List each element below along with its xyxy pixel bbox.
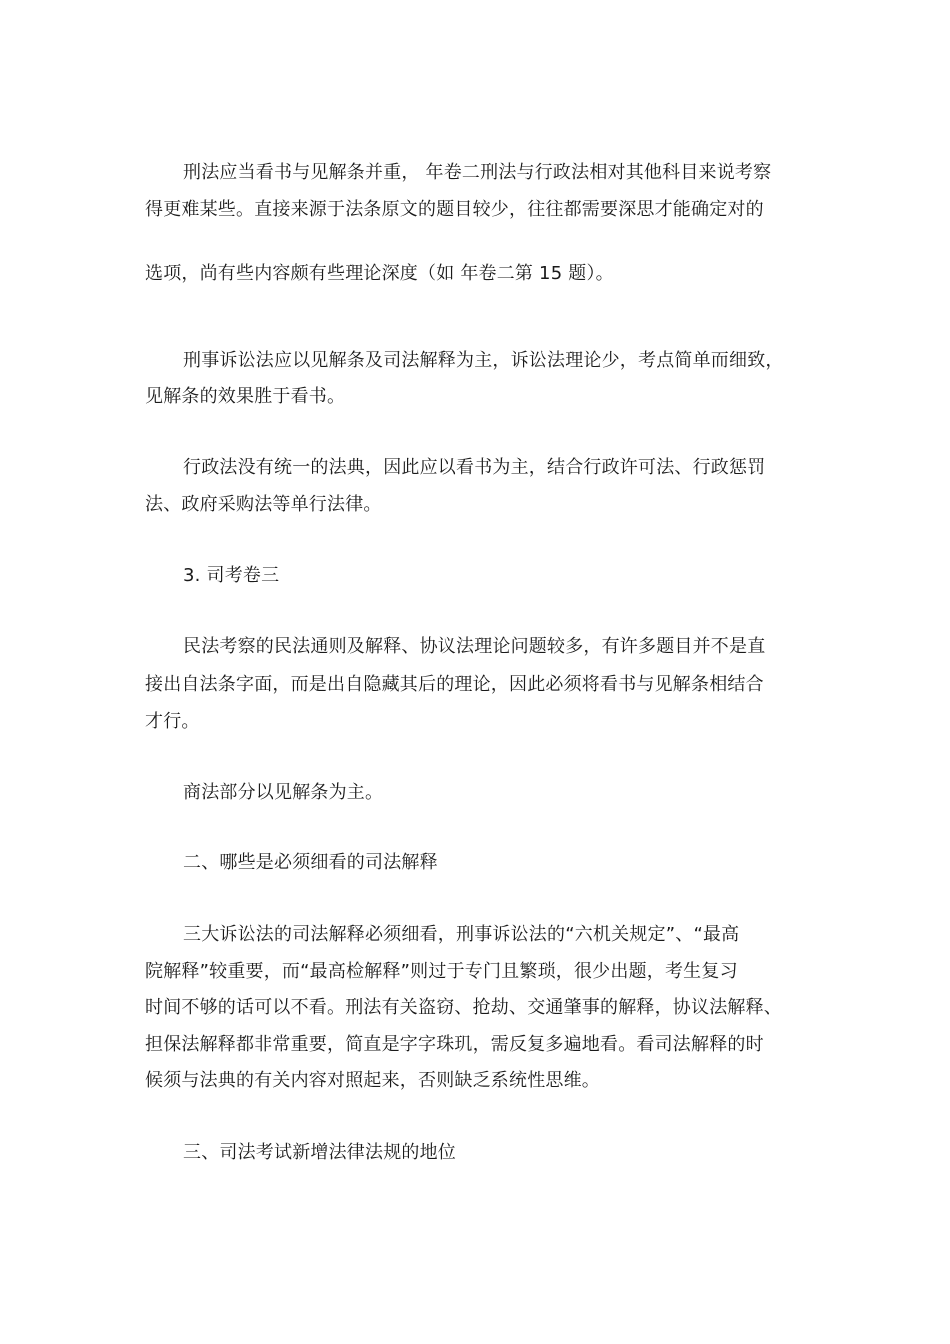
paragraph-5-line-1: 民法考察的民法通则及解释、协议法理论问题较多，有许多题目并不是直 — [183, 636, 766, 657]
paragraph-2-line-1: 刑事诉讼法应以见解条及司法解释为主，诉讼法理论少，考点简单而细致， — [183, 350, 784, 371]
paragraph-1-line-2: 得更难某些。直接来源于法条原文的题目较少，往往都需要深思才能确定对的 — [145, 199, 764, 220]
paragraph-8-line-3: 时间不够的话可以不看。刑法有关盗窃、抢劫、交通肇事的解释，协议法解释、 — [145, 997, 782, 1018]
paragraph-8-line-4: 担保法解释都非常重要，简直是字字珠玑，需反复多遍地看。看司法解释的时 — [145, 1034, 764, 1055]
paragraph-1-line-1: 刑法应当看书与见解条并重， 年卷二刑法与行政法相对其他科目来说考察 — [183, 162, 772, 183]
heading-2: 二、哪些是必须细看的司法解释 — [183, 852, 438, 873]
paragraph-6-line-1: 商法部分以见解条为主。 — [183, 782, 384, 803]
paragraph-5-line-2: 接出自法条字面，而是出自隐藏其后的理论，因此必须将看书与见解条相结合 — [145, 674, 764, 695]
paragraph-2-line-2: 见解条的效果胜于看书。 — [145, 386, 346, 407]
paragraph-8-line-1: 三大诉讼法的司法解释必须细看，刑事诉讼法的“六机关规定”、“最高 — [183, 924, 740, 945]
paragraph-3-line-2: 法、政府采购法等单行法律。 — [145, 494, 382, 515]
paragraph-1-line-3: 选项，尚有些内容颇有些理论深度（如 年卷二第 15 题）。 — [145, 263, 614, 284]
paragraph-5-line-3: 才行。 — [145, 711, 200, 732]
section-heading-3: 3. 司考卷三 — [183, 565, 280, 586]
paragraph-8-line-5: 候须与法典的有关内容对照起来，否则缺乏系统性思维。 — [145, 1070, 600, 1091]
paragraph-3-line-1: 行政法没有统一的法典，因此应以看书为主，结合行政许可法、行政惩罚 — [183, 457, 766, 478]
paragraph-8-line-2: 院解释”较重要，而“最高检解释”则过于专门且繁琐，很少出题，考生复习 — [145, 961, 738, 982]
heading-3: 三、司法考试新增法律法规的地位 — [183, 1142, 456, 1163]
